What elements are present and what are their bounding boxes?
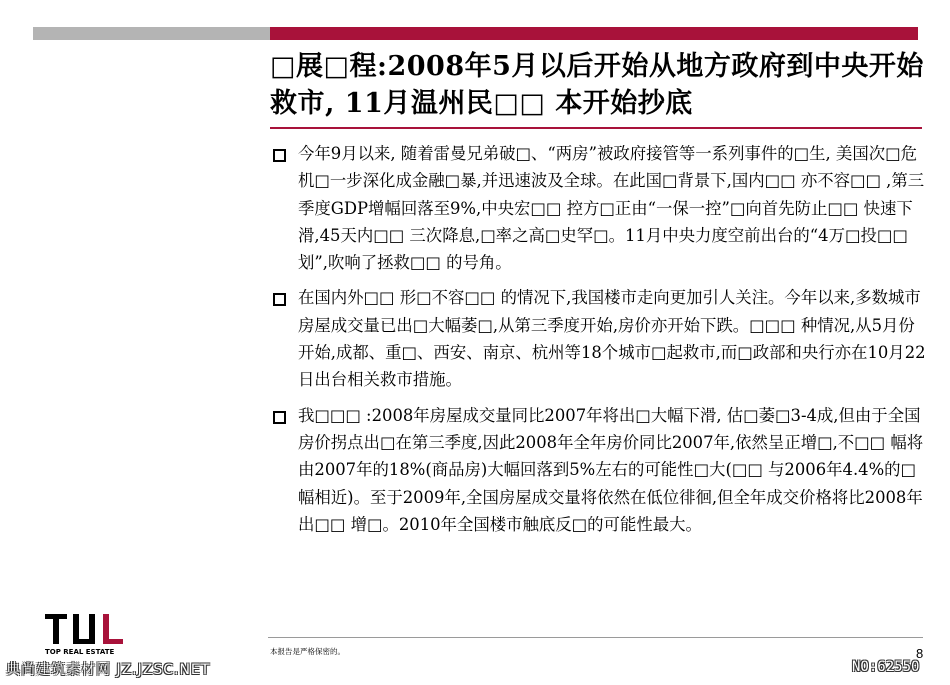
bullet-text: 我□□□ :2008年房屋成交量同比2007年将出□大幅下滑, 估□萎□3-4成,但由于全国房价拐点出□在第三季度,因此2008年全年房价同比2007年,依然呈正增□,不□□ 幅将由2007年的18%(商品房)大幅回落到5%左右的可能性□大(□□ 与2006年4.4%的□幅相近)。至于2009年,全国房屋成交量将依然在低位徘徊,但全年成交价格将比2008年出□□ 增□。2010年全国楼市触底反□的可能性最大。 [298, 405, 924, 534]
watermark-id: NO:62550 [852, 659, 920, 675]
slide-title: □展□程:2008年5月以后开始从地方政府到中央开始救市, 11月温州民□□ 本开始抄底 [270, 51, 924, 119]
bullet-item [270, 284, 930, 393]
page-number: 8 [916, 646, 924, 661]
bullet-item [270, 402, 930, 538]
watermark-site: 典尚建筑素材网 JZ.JZSC.NET [6, 662, 211, 678]
header-bar-gray [33, 27, 270, 40]
square-bullet-icon [273, 411, 286, 424]
company-logo [45, 612, 125, 657]
logo-text: TOP REAL ESTATE [45, 648, 115, 656]
confidential-note: 本报告是严格保密的。 [270, 647, 345, 656]
title-divider [270, 127, 922, 129]
bullet-item [270, 140, 930, 276]
square-bullet-icon [273, 149, 286, 162]
bullet-text: 在国内外□□ 形□不容□□ 的情况下,我国楼市走向更加引人关注。今年以来,多数城市房屋成交量已出□大幅萎□,从第三季度开始,房价亦开始下跌。□□□ 种情况,从5月份开始,成都、重□、西安、南京、杭州等18个城市□起救市,而□政部和央行亦在10月22日出台相关救市措施。 [298, 288, 926, 390]
bullet-list [270, 140, 930, 546]
header-bar-accent [270, 27, 918, 40]
bullet-text: 今年9月以来, 随着雷曼兄弟破□、“两房”被政府接管等一系列事件的□生, 美国次□危机□一步深化成金融□暴,并迅速波及全球。在此国□背景下,国内□□ 亦不容□□ ,第三季度GDP增幅回落至9%,中央宏□□ 控方□正由“一保一控”□向首先防止□□ 快速下滑,45天内□□ 三次降息,□率之高□史罕□。11月中央力度空前出台的“4万□投□□ 划”,吹响了拯救□□ 的号角。 [298, 144, 925, 273]
footer-divider [268, 637, 923, 638]
square-bullet-icon [273, 293, 286, 306]
